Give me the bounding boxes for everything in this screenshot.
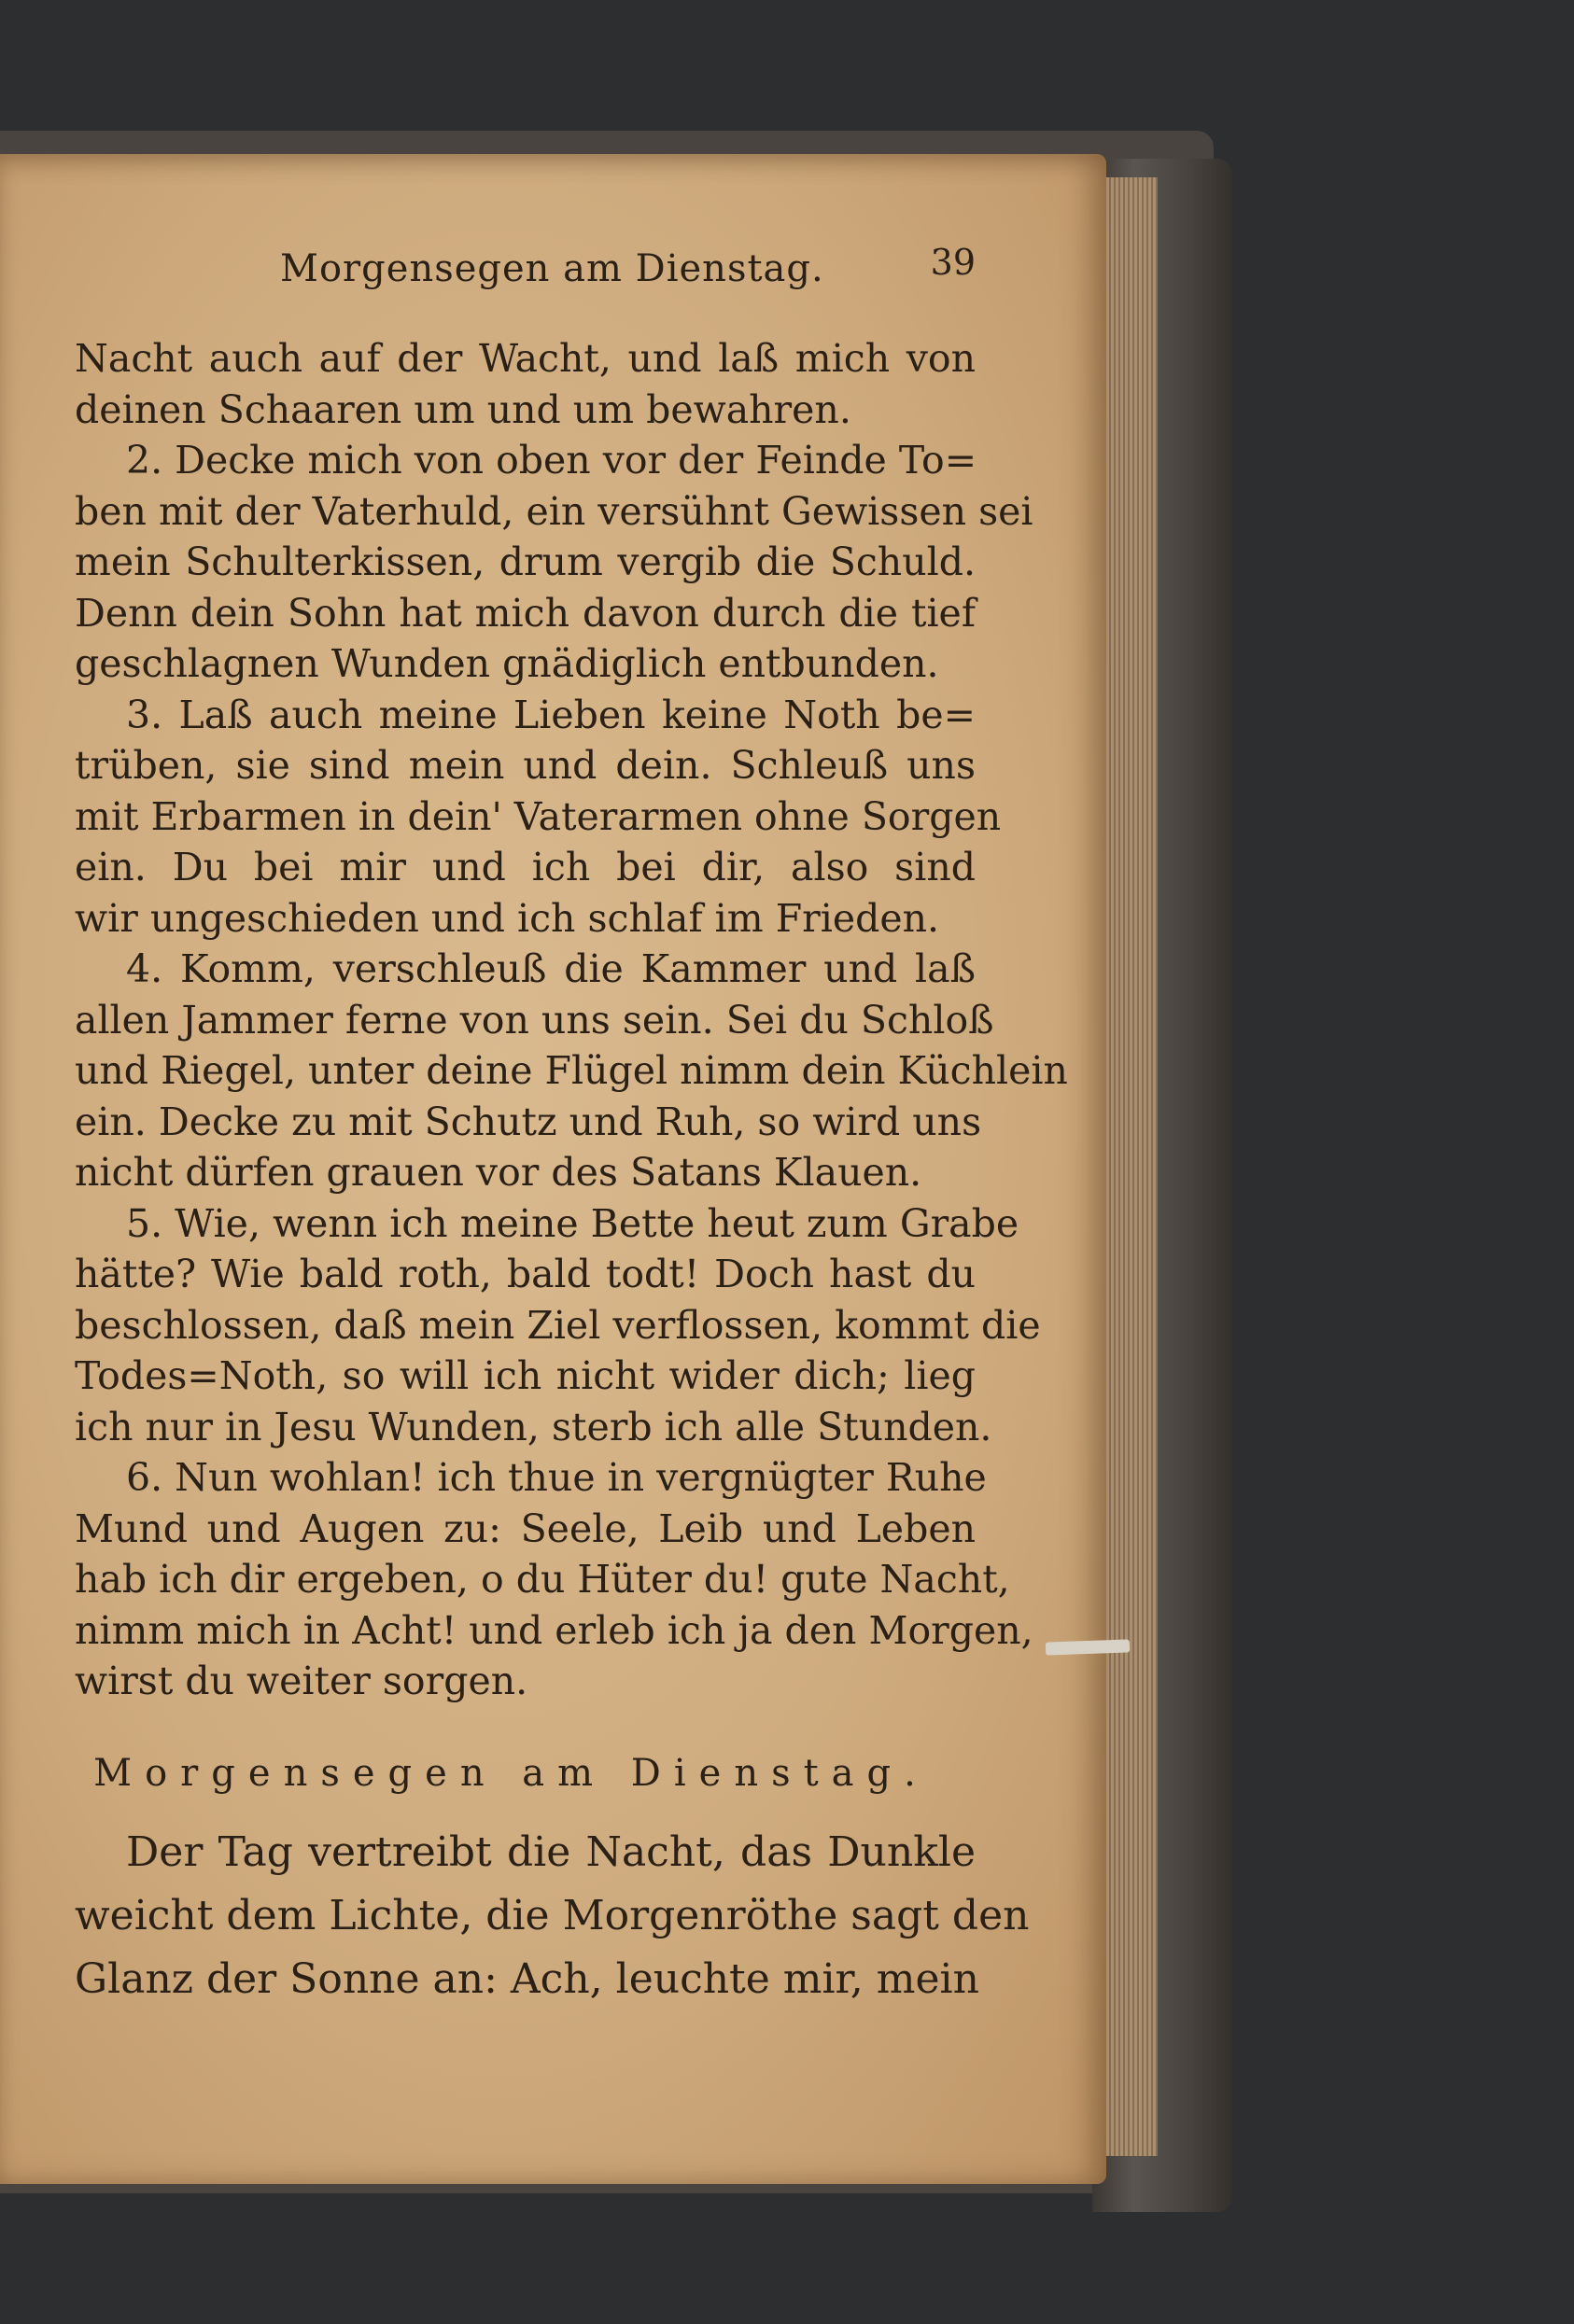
text-line: wirst du weiter sorgen. [75,1659,528,1703]
text-line: hab ich dir ergeben, o du Hüter du! gute Nacht, [75,1557,1010,1602]
text-line: Todes=Noth, so will ich nicht wider dich; lieg [75,1353,976,1398]
text-line: hätte? Wie bald roth, bald todt! Doch hast du [75,1252,976,1296]
section-title: Morgensegen am Dienstag. [93,1751,929,1795]
text-line: und Riegel, unter deine Flügel nimm dein Küchlein [75,1048,1068,1093]
text-line: Der Tag vertreibt die Nacht, das Dunkle [126,1827,976,1876]
text-line: allen Jammer ferne von uns sein. Sei du Schloß [75,997,994,1043]
text-line: Denn dein Sohn hat mich davon durch die tief [75,590,976,636]
text-line: 6. Nun wohlan! ich thue in vergnügter Ruhe [126,1455,987,1500]
text-line: ein. Du bei mir und ich bei dir, also sind [75,845,976,889]
body-text [75,333,1068,1707]
book-page [0,154,1106,2184]
text-line: deinen Schaaren um und um bewahren. [75,386,851,432]
text-line: nimm mich in Acht! und erleb ich ja den Morgen, [75,1607,1033,1653]
text-line: weicht dem Lichte, die Morgenröthe sagt den [75,1891,1030,1939]
text-line: 5. Wie, wenn ich meine Bette heut zum Grabe [126,1200,1019,1246]
text-line: nicht dürfen grauen vor des Satans Klauen. [75,1150,922,1195]
page-text-block [75,242,1068,2011]
page-header [75,242,976,313]
text-line: mit Erbarmen in dein' Vaterarmen ohne Sorgen [75,793,1002,839]
text-line: Nacht auch auf der Wacht, und laß mich von [75,336,976,381]
text-line: wir ungeschieden und ich schlaf im Frieden. [75,895,940,941]
text-line: mein Schulterkissen, drum vergib die Schuld. [75,539,976,584]
running-head: Morgensegen am Dienstag. [280,247,824,290]
text-line: geschlagnen Wunden gnädiglich entbunden. [75,641,939,686]
text-line: ben mit der Vaterhuld, ein versühnt Gewissen sei [75,488,1033,534]
text-line: 4. Komm, verschleuß die Kammer und laß [126,946,976,991]
text-line: Glanz der Sonne an: Ach, leuchte mir, mein [75,1954,979,2003]
text-line: 2. Decke mich von oben vor der Feinde To= [126,438,977,483]
text-line: ein. Decke zu mit Schutz und Ruh, so wird uns [75,1099,982,1144]
text-line: Mund und Augen zu: Seele, Leib und Leben [75,1505,976,1551]
section-text [75,1821,1030,2011]
text-line: trüben, sie sind mein und dein. Schleuß uns [75,743,976,788]
page-number: 39 [930,242,976,283]
text-line: ich nur in Jesu Wunden, sterb ich alle Stunden. [75,1404,992,1449]
text-line: beschlossen, daß mein Ziel verflossen, kommt die [75,1302,1041,1348]
text-line: 3. Laß auch meine Lieben keine Noth be= [126,692,976,737]
